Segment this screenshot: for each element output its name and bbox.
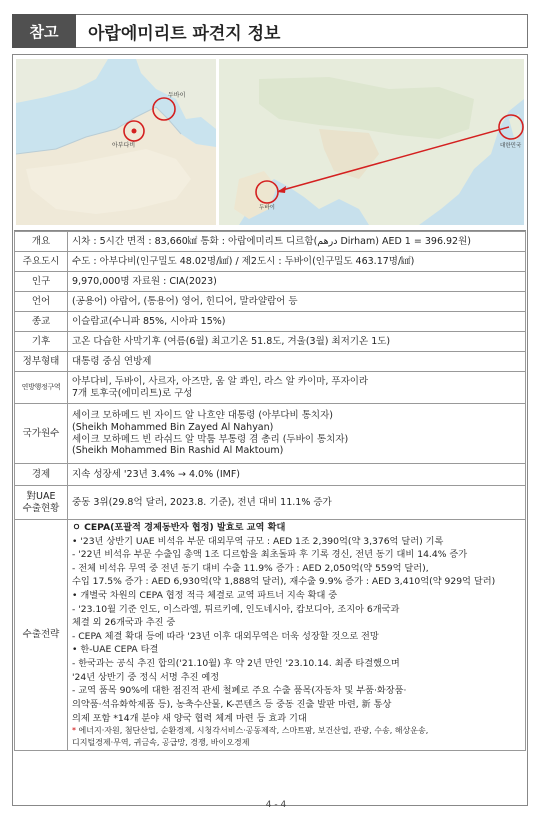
row-value: 지속 성장세 '23년 3.4% → 4.0% (IMF) [68, 464, 526, 486]
table-row [15, 520, 526, 751]
table-row [15, 232, 526, 252]
table-row [15, 292, 526, 312]
page-header [12, 14, 528, 48]
table-row [15, 332, 526, 352]
label-line: 對UAE [26, 490, 56, 502]
label-line: 수출현황 [22, 502, 60, 514]
page-number: 4 - 4 [265, 800, 287, 810]
table-row [15, 464, 526, 486]
strategy-line: 체결 외 26개국과 추진 중 [72, 617, 176, 629]
row-value: 중동 3위(29.8억 달러, 2023.8. 기준), 전년 대비 11.1% 증가 [68, 486, 526, 520]
strategy-line: 의제 포함 *14개 분야 새 양국 협력 체계 마련 등 효과 기대 [72, 712, 307, 724]
uae-map-graphic [16, 59, 216, 225]
row-value: (공용어) 아랍어, (통용어) 영어, 힌디어, 말라얄람어 등 [68, 292, 526, 312]
strategy-line: - 교역 품목 90%에 대한 점진적 관세 철폐로 주요 수출 품목(자동차 및 부품·화장품· [72, 685, 407, 697]
row-value: 대통령 중심 연방제 [68, 352, 526, 372]
map-label-abu-dhabi: 아부다비 [112, 142, 136, 149]
map-label-dubai: 두바이 [168, 92, 186, 99]
row-value: 9,970,000명 자료원 : CIA(2023) [68, 272, 526, 292]
strategy-footnote [72, 725, 521, 737]
strategy-line: 의약품·석유화학제품 등), 농축수산물, K-콘텐츠 등 중동 진출 발판 마련, 新 통상 [72, 698, 392, 710]
row-value [68, 372, 526, 404]
row-label: 언어 [15, 292, 68, 312]
row-label: 개요 [15, 232, 68, 252]
row-value: 고온 다습한 사막기후 (여름(6월) 최고기온 51.8도, 겨울(3월) 최저기온 1도) [68, 332, 526, 352]
row-label: 종교 [15, 312, 68, 332]
table-row [15, 272, 526, 292]
strategy-line: - '23.10월 기준 인도, 이스라엘, 튀르키예, 인도네시아, 캄보디아, 조지아 6개국과 [72, 603, 400, 615]
row-label: 주요도시 [15, 252, 68, 272]
info-frame [12, 54, 528, 806]
strategy-line: - 한국과는 공식 추진 합의('21.10월) 후 약 2년 만인 '23.10.14. 최종 타결했으며 [72, 658, 400, 670]
asia-map-graphic [219, 59, 524, 225]
strategy-line: 수입 17.5% 증가 : AED 6,930억(약 1,888억 달러), 재수출 9.9% 증가 : AED 3,410억(약 929억 달러) [72, 576, 496, 588]
row-label [15, 486, 68, 520]
row-value [68, 404, 526, 464]
uae-map[interactable] [16, 59, 216, 225]
row-label: 기후 [15, 332, 68, 352]
leader-line: (Sheikh Mohammed Bin Zayed Al Nahyan) [72, 421, 274, 433]
country-info-table [14, 231, 526, 751]
table-row [15, 352, 526, 372]
strategy-line: '24년 상반기 중 정식 서명 추진 예정 [72, 671, 220, 683]
strategy-line: • 한-UAE CEPA 타결 [72, 644, 159, 656]
strategy-line: • '23년 상반기 UAE 비석유 부문 대외무역 규모 : AED 1조 2,390억(약 3,376억 달러) 기록 [72, 535, 444, 547]
strategy-content [68, 520, 526, 751]
table-row [15, 404, 526, 464]
table-row [15, 486, 526, 520]
map-label-korea: 대한민국 [500, 143, 522, 149]
leader-line: 세이크 모하메드 빈 자이드 알 나흐얀 대통령 (아부다비 통치자) [72, 409, 333, 421]
strategy-line: - '22년 비석유 부문 수출입 총액 1조 디르함을 최초돌파 후 기록 경신, 전년 동기 대비 14.4% 증가 [72, 549, 468, 561]
row-label: 연방행정구역 [15, 372, 68, 404]
header-tag: 참고 [12, 14, 76, 48]
leader-line: 세이크 모하메드 빈 라쉬드 알 막툼 부통령 겸 총리 (두바이 통치자) [72, 433, 349, 445]
strategy-footnote: 디지털경제·무역, 귀금속, 공급망, 경쟁, 바이오경제 [72, 737, 250, 747]
asia-route-map[interactable] [219, 59, 524, 225]
table-row [15, 252, 526, 272]
leader-line: (Sheikh Mohammed Bin Rashid Al Maktoum) [72, 445, 284, 457]
row-label: 정부형태 [15, 352, 68, 372]
table-row [15, 312, 526, 332]
strategy-heading: ㅇ CEPA(포괄적 경제동반자 협정) 발효로 교역 확대 [72, 522, 286, 533]
footnote-star: * [72, 726, 76, 736]
row-label: 인구 [15, 272, 68, 292]
table-row [15, 372, 526, 404]
strategy-line: - 전체 비석유 무역 중 전년 동기 대비 수출 11.9% 증가 : AED 2,050억(약 559억 달러), [72, 562, 429, 574]
admin-line: 7개 토후국(에미리트)로 구성 [72, 387, 193, 399]
maps-area [14, 56, 526, 231]
strategy-line: • 개별국 차원의 CEPA 협정 적극 체결로 교역 파트너 지속 확대 중 [72, 590, 338, 602]
row-value: 시차 : 5시간 면적 : 83,660㎢ 통화 : 아랍에미리트 디르함(درهم Dirham) AED 1 = 396.92원) [68, 232, 526, 252]
map-label-dubai-right: 두바이 [259, 205, 275, 211]
row-label: 국가원수 [15, 404, 68, 464]
admin-line: 아부다비, 두바이, 사르자, 아즈만, 움 알 콰인, 라스 알 카이마, 푸자이라 [72, 375, 369, 387]
row-label: 경제 [15, 464, 68, 486]
row-value: 이슬람교(수니파 85%, 시아파 15%) [68, 312, 526, 332]
footnote-text: 에너지·자원, 첨단산업, 순환경제, 시청각서비스·공동제작, 스마트팜, 보건산업, 관광, 수송, 해상운송, [78, 726, 429, 736]
strategy-line: - CEPA 체결 확대 등에 따라 '23년 이후 대외무역은 더욱 성장할 것으로 전망 [72, 630, 379, 642]
row-label: 수출전략 [15, 520, 68, 751]
page-title: 아랍에미리트 파견지 정보 [76, 14, 528, 48]
row-value: 수도 : 아부다비(인구밀도 48.02명/㎢) / 제2도시 : 두바이(인구밀도 463.17명/㎢) [68, 252, 526, 272]
